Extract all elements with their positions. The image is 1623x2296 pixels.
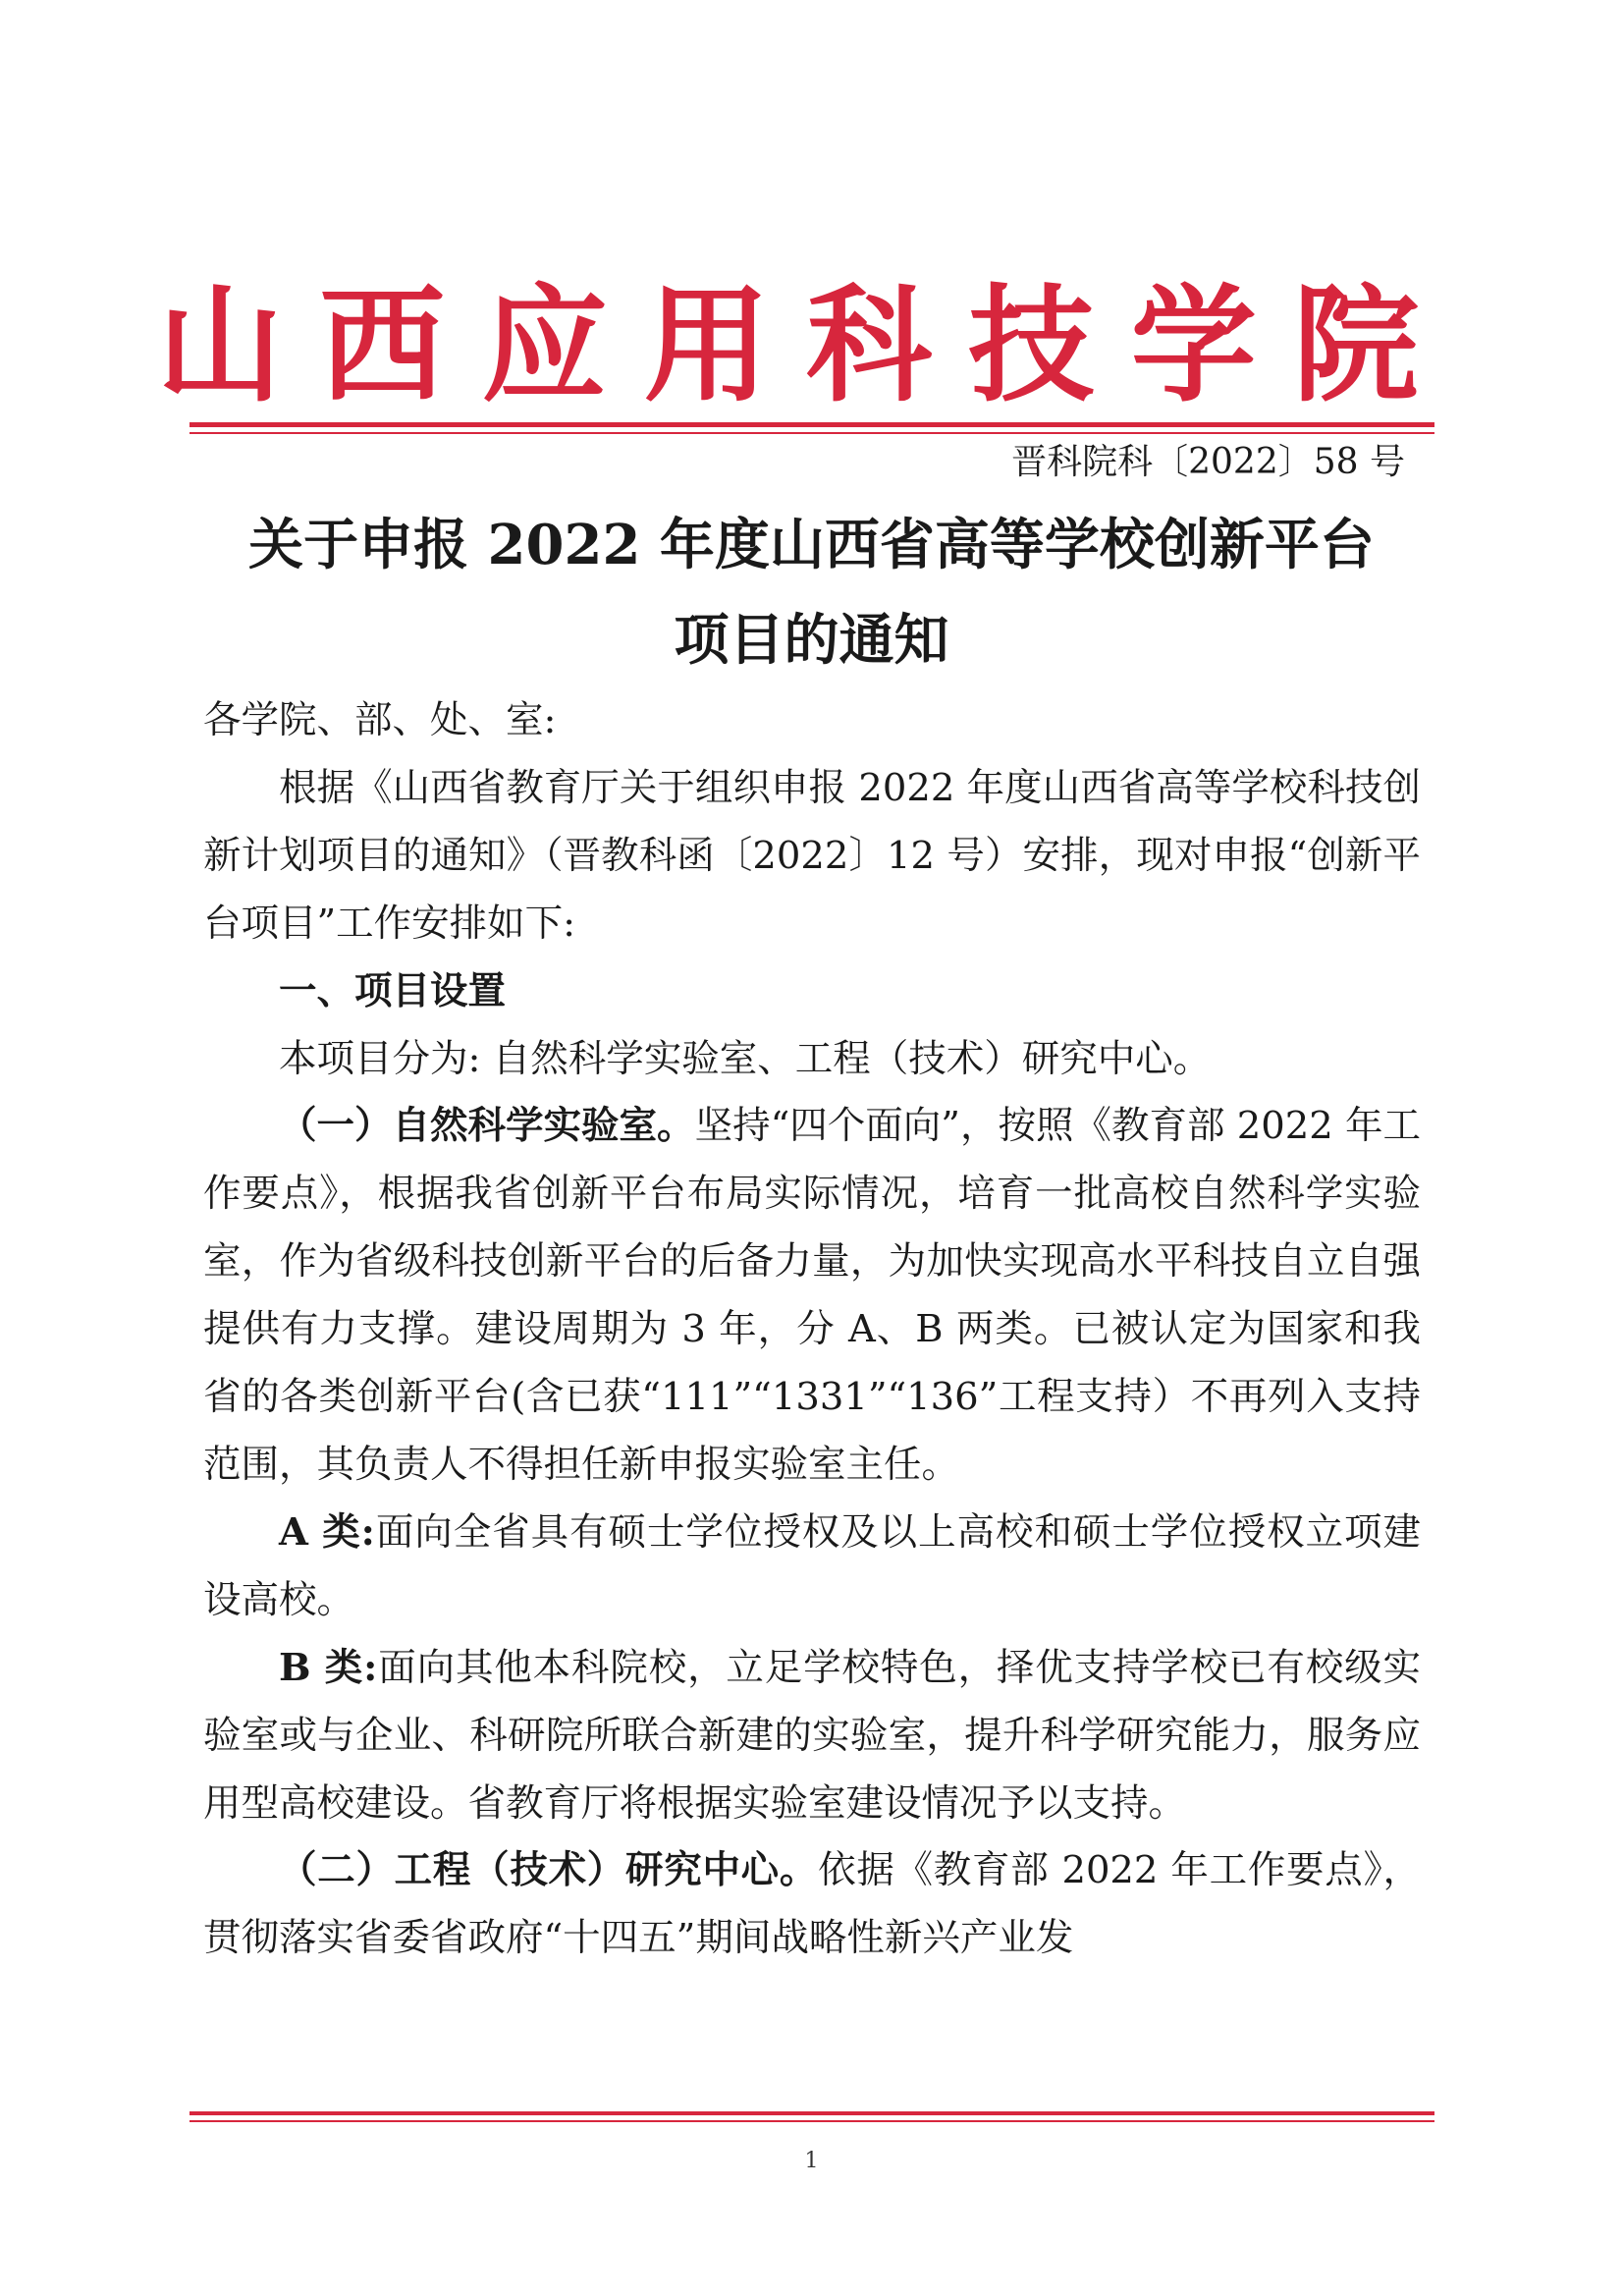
item-heading: （二）工程（技术）研究中心。 — [279, 1848, 819, 1893]
class-b-paragraph — [203, 1635, 1421, 1838]
header-char: 科 — [806, 273, 933, 419]
item-text: 依据《教育部 2022 年工作要点》，贯彻落实省委省政府“十四五”期间战略性新兴产业发 — [203, 1848, 1421, 1961]
class-b-label: B 类: — [279, 1645, 378, 1690]
page-number: 1 — [804, 2149, 819, 2173]
class-b-text: 面向其他本科院校，立足学校特色，择优支持学校已有校级实验室或与企业、科研院所联合新建的实验室，提升科学研究能力，服务应用型高校建设。省教育厅将根据实验室建设情况予以支持。 — [203, 1645, 1421, 1826]
footer-divider-thick — [189, 2111, 1434, 2115]
intro-paragraph: 根据《山西省教育厅关于组织申报 2022 年度山西省高等学校科技创新计划项目的通知》（晋教科函〔2022〕12 号）安排，现对申报“创新平台项目”工作安排如下: — [203, 765, 1421, 946]
header-char: 用 — [643, 273, 770, 419]
document-number: 晋科院科〔2022〕58 号 — [1011, 442, 1405, 482]
notice-body — [203, 687, 1421, 1973]
class-a-text: 面向全省具有硕士学位授权及以上高校和硕士学位授权立项建设高校。 — [203, 1509, 1421, 1622]
class-a-paragraph — [203, 1500, 1421, 1635]
footer-divider-thin — [189, 2120, 1434, 2122]
item-heading: （一）自然科学实验室。 — [279, 1104, 695, 1149]
notice-title-line-1: 关于申报 2022 年度山西省高等学校创新平台 — [248, 513, 1375, 577]
header-char: 山 — [157, 273, 284, 419]
header-char: 西 — [319, 273, 446, 419]
item-engineering-research-center — [203, 1837, 1421, 1973]
header-char: 技 — [968, 273, 1095, 419]
header-char: 学 — [1130, 273, 1257, 419]
item-text: 坚持“四个面向”，按照《教育部 2022 年工作要点》，根据我省创新平台布局实际情况，培育一批高校自然科学实验室，作为省级科技创新平台的后备力量，为加快实现高水平科技自立自强提供有力支撑。建设周期为 3 年，分 A、B 两类。已被认定为国家和我省的各类创新平台(含已获“111”“1331”“136”工程支持）不再列入支持范围，其负责人不得担任新申报实验室主任。 — [203, 1104, 1421, 1487]
class-a-label: A 类: — [279, 1509, 375, 1555]
institution-header — [157, 263, 1419, 430]
salutation: 各学院、部、处、室: — [203, 698, 557, 742]
section-heading-project-setup: 一、项目设置 — [279, 968, 507, 1013]
item-natural-science-lab — [203, 1093, 1421, 1499]
header-divider-thick — [189, 422, 1434, 427]
notice-title-line-2: 项目的通知 — [674, 608, 949, 673]
header-char: 院 — [1292, 273, 1419, 419]
section-paragraph: 本项目分为: 自然科学实验室、工程（技术）研究中心。 — [279, 1036, 1212, 1081]
header-char: 应 — [481, 273, 608, 419]
